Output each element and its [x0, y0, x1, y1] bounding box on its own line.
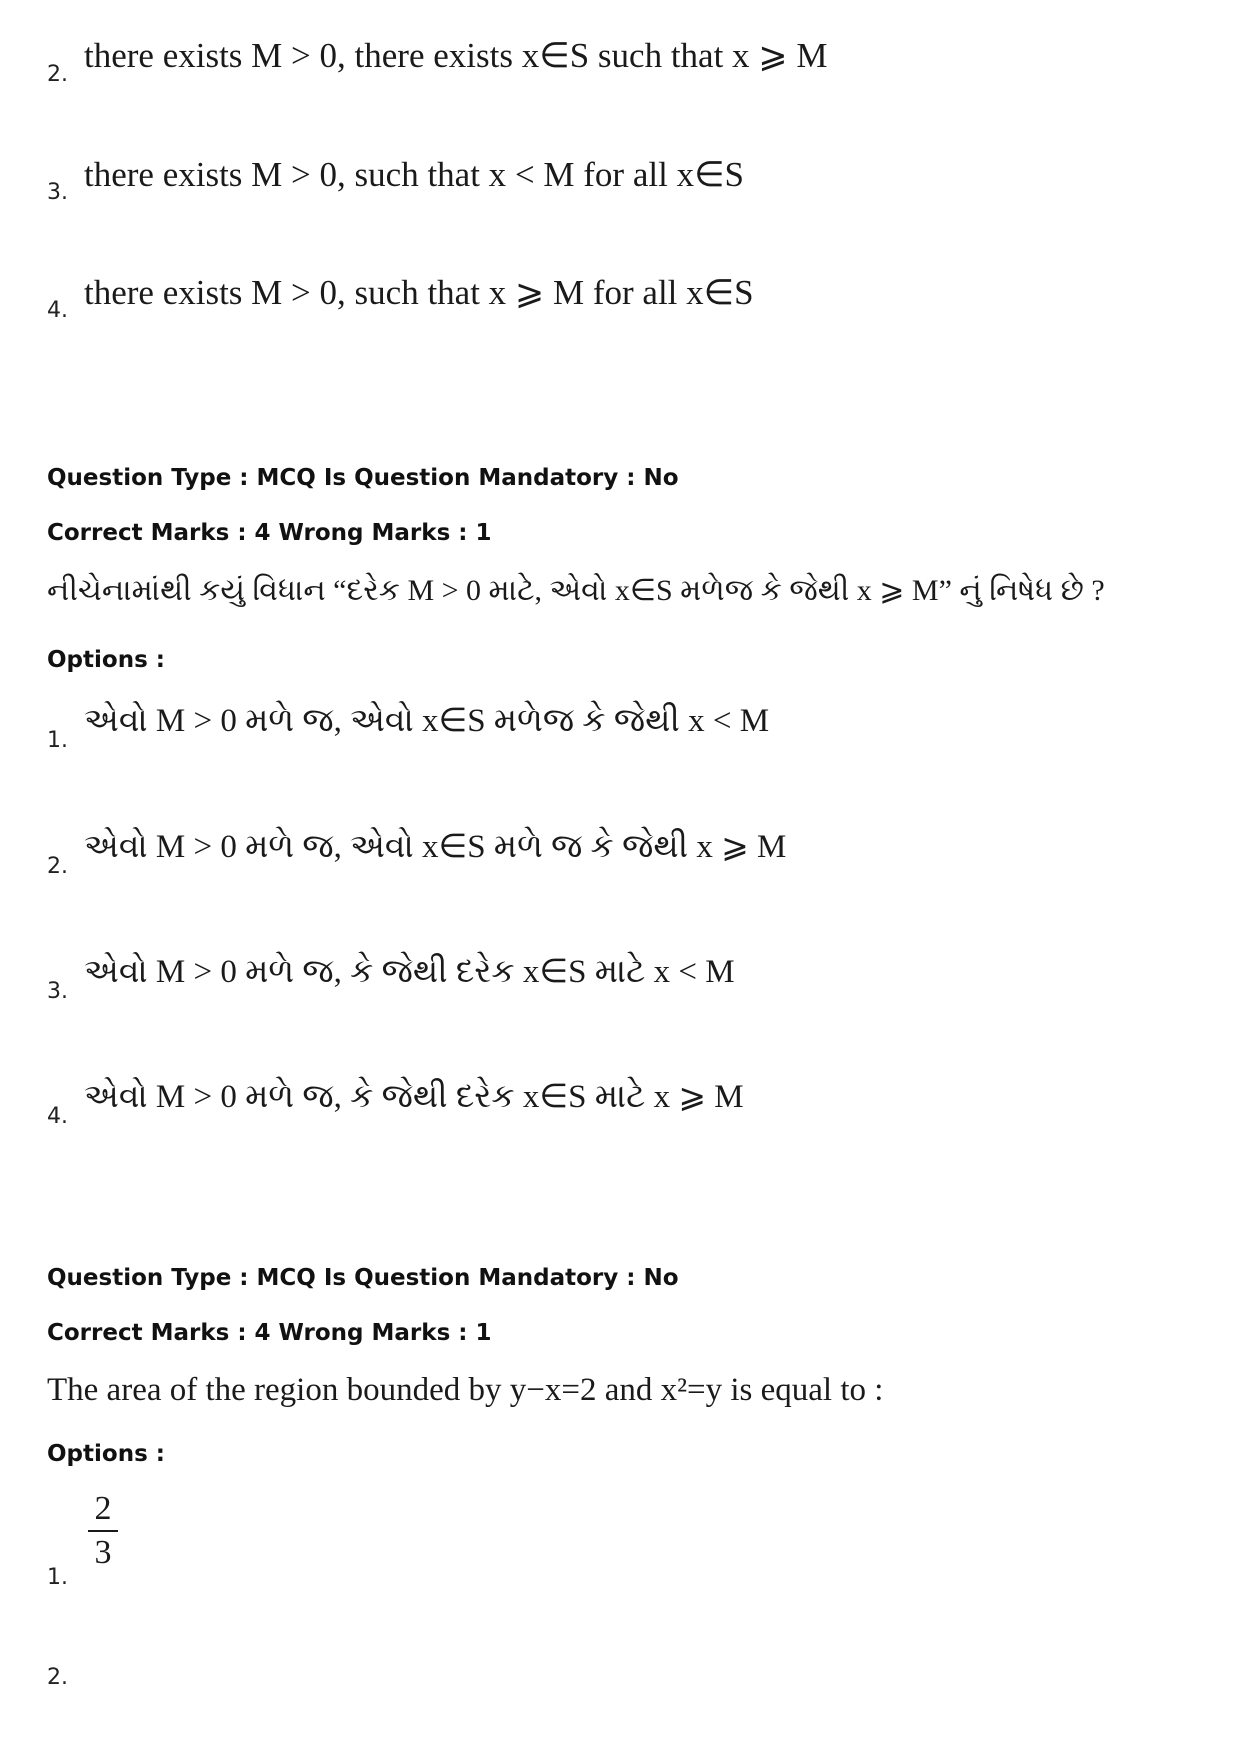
- question-1-option-3-text: એવો M > 0 મળે જ, કે જેથી દરેક x∈S માટે x < M: [84, 954, 735, 990]
- question-2-option-1-number: 1.: [47, 1565, 68, 1590]
- prev-option-2-text: there exists M > 0, there exists x∈S such that x ⩾ M: [84, 36, 828, 75]
- prev-option-2-number: 2.: [47, 62, 68, 87]
- question-1-options-label: Options :: [47, 647, 165, 673]
- prev-option-3-number: 3.: [47, 180, 68, 205]
- question-2-options-label: Options :: [47, 1441, 165, 1467]
- question-1-type-line: Question Type : MCQ Is Question Mandatory : No: [47, 465, 679, 491]
- question-1-option-4-text: એવો M > 0 મળે જ, કે જેથી દરેક x∈S માટે x ⩾ M: [84, 1079, 744, 1115]
- fraction-bar: [88, 1530, 118, 1532]
- fraction-denominator: 3: [94, 1534, 112, 1571]
- question-1-option-2-text: એવો M > 0 મળે જ, એવો x∈S મળે જ કે જેથી x ⩾ M: [84, 829, 787, 865]
- question-1-text: નીચેનામાંથી કયું વિધાન “દરેક M > 0 માટે, એવો x∈S મળેજ કે જેથી x ⩾ M” નું નિષેધ છે ?: [47, 574, 1105, 607]
- question-2-type-line: Question Type : MCQ Is Question Mandatory : No: [47, 1265, 679, 1291]
- question-1-marks-line: Correct Marks : 4 Wrong Marks : 1: [47, 520, 492, 546]
- prev-option-4-text: there exists M > 0, such that x ⩾ M for all x∈S: [84, 273, 754, 312]
- question-1-option-3-number: 3.: [47, 979, 68, 1004]
- question-2-option-1-fraction: [88, 1490, 118, 1572]
- question-2-text: The area of the region bounded by y−x=2 and x²=y is equal to :: [47, 1372, 884, 1408]
- prev-option-3-text: there exists M > 0, such that x < M for all x∈S: [84, 155, 745, 194]
- prev-option-4-number: 4.: [47, 298, 68, 323]
- question-1-option-2-number: 2.: [47, 854, 68, 879]
- question-1-option-1-text: એવો M > 0 મળે જ, એવો x∈S મળેજ કે જેથી x < M: [84, 703, 770, 739]
- fraction-numerator: 2: [94, 1490, 112, 1527]
- question-2-marks-line: Correct Marks : 4 Wrong Marks : 1: [47, 1320, 492, 1346]
- question-2-option-2-number: 2.: [47, 1665, 68, 1690]
- question-1-option-4-number: 4.: [47, 1104, 68, 1129]
- question-1-option-1-number: 1.: [47, 728, 68, 753]
